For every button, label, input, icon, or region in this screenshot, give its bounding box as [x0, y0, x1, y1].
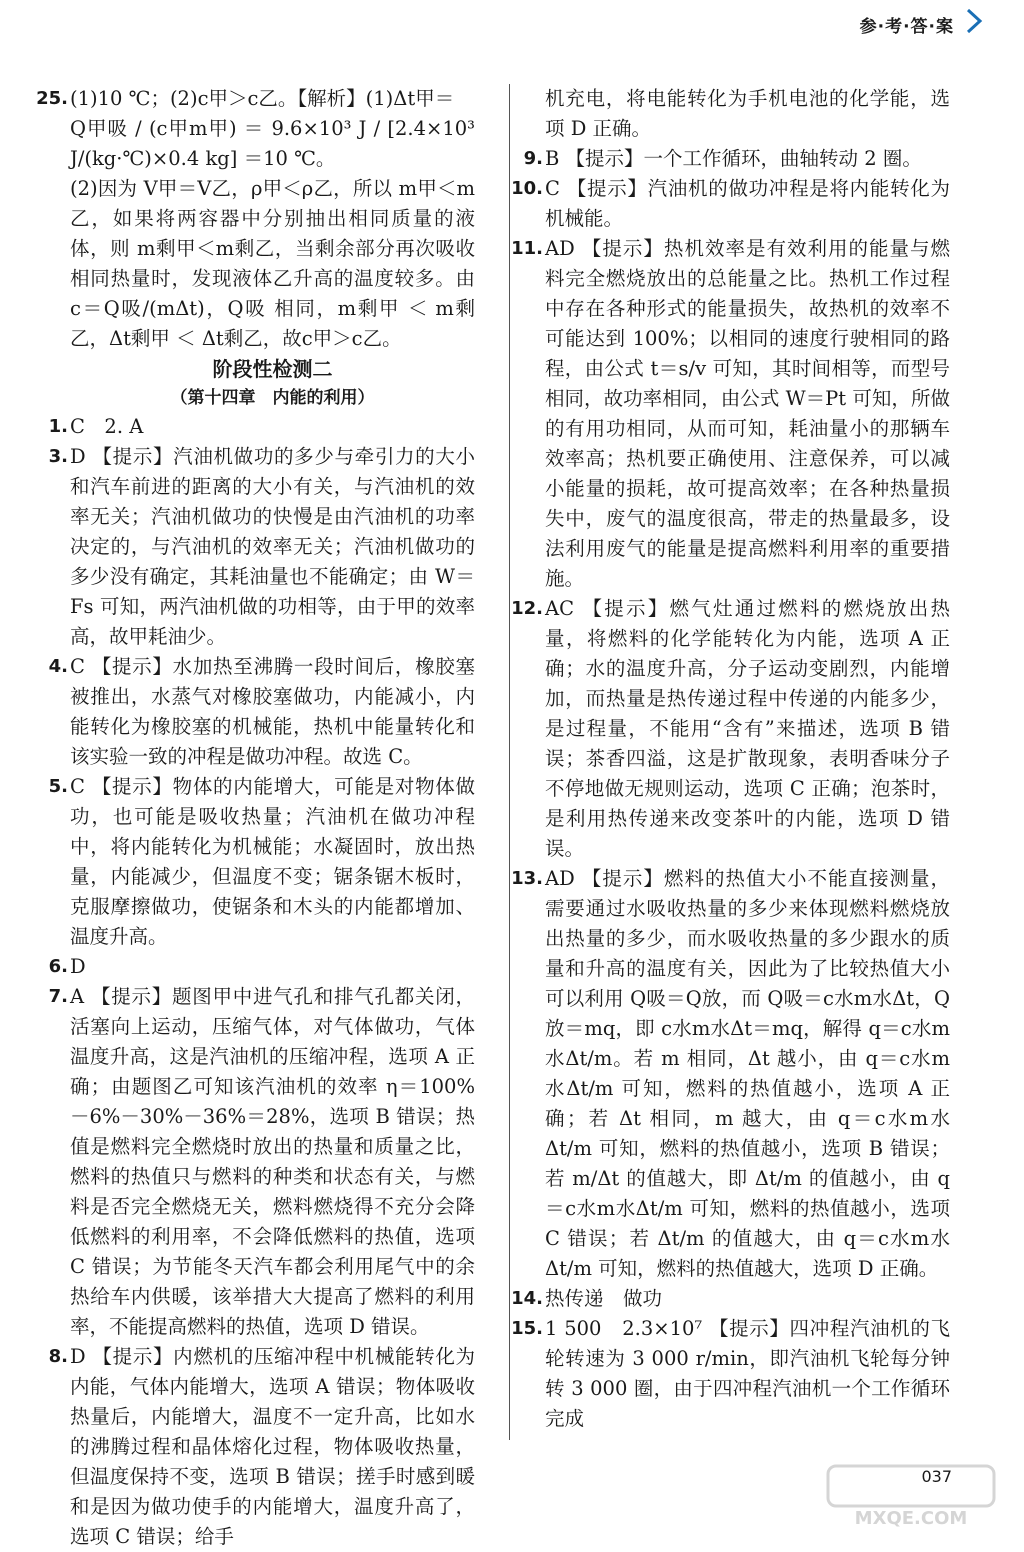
answer-14: [511, 1284, 950, 1314]
answer-12: [511, 594, 950, 864]
page-number: 037: [921, 1467, 952, 1486]
answer-text: C 【提示】物体的内能增大，可能是对物体做功，也可能是吸收热量；汽油机在做功冲程中，将内能转化为机械能；水凝固时，放出热量，内能减少，但温度不变；锯条锯木板时，克服摩擦做功，使锯条和木头的内能都增加、温度升高。: [70, 775, 475, 948]
answer-number: 13.: [511, 868, 543, 889]
answer-number: 11.: [511, 238, 543, 259]
answer-number: 1.: [48, 416, 68, 437]
answer-text: (2)因为 V甲＝V乙，ρ甲＜ρ乙，所以 m甲＜m乙，如果将两容器中分别抽出相同质量的液体，则 m剩甲＜m剩乙，当剩余部分再次吸收相同热量时，发现液体乙升高的温度较多。由 c＝Q吸/(mΔt)，Q吸 相同，m剩甲 ＜ m剩乙，Δt剩甲 ＜ Δt剩乙，故c甲＞c乙。: [70, 177, 475, 350]
column-divider: [509, 84, 510, 1440]
answer-number: 25.: [36, 88, 68, 109]
answer-number: 5.: [48, 776, 68, 797]
answer-text: A 【提示】题图甲中进气孔和排气孔都关闭，活塞向上运动，压缩气体，对气体做功，气体温度升高，这是汽油机的压缩冲程，选项 A 正确；由题图乙可知该汽油机的效率 η＝100%－6%－30%－36%＝28%，选项 B 错误；热值是燃料完全燃烧时放出的热量和质量之比，燃料的热值只与燃料的种类和状态有关，与燃料是否完全燃烧无关，燃料燃烧得不充分会降低燃料的利用率，不会降低燃料的热值，选项 C 错误；为节能冬天汽车都会利用尾气中的余热给车内供暖，该举措大大提高了燃料的利用率，不能提高燃料的热值，选项 D 错误。: [70, 985, 475, 1338]
answer-number: 3.: [48, 446, 68, 467]
answer-number: 12.: [511, 598, 543, 619]
answer-text: AD 【提示】燃料的热值大小不能直接测量，需要通过水吸收热量的多少来体现燃料燃烧放出热量的多少，而水吸收热量的多少跟水的质量和升高的温度有关，因此为了比较热值大小可以利用 Q吸＝Q放，而 Q吸＝c水m水Δt，Q放＝mq，即 c水m水Δt＝mq，解得 q＝c水m水Δt/m。若 m 相同，Δt 越小，由 q＝c水m水Δt/m 可知，燃料的热值越小，选项 A 正确；若 Δt 相同，m 越大，由 q＝c水m水Δt/m 可知，燃料的热值越小，选项 B 错误；若 m/Δt 的值越大，即 Δt/m 的值越小，由 q＝c水m水Δt/m 可知，燃料的热值越小，选项 C 错误；若 Δt/m 的值越大，由 q＝c水m水Δt/m 可知，燃料的热值越大，选项 D 正确。: [545, 867, 950, 1280]
answer-15: [511, 1314, 950, 1434]
answer-number: 14.: [511, 1288, 543, 1309]
header-title: 参·考·答·案: [859, 17, 954, 37]
answer-line: (1)10 ℃；(2)c甲＞c乙。【解析】(1)Δt甲＝: [70, 87, 455, 110]
answer-text: 机充电，将电能转化为手机电池的化学能，选项 D 正确。: [545, 87, 950, 140]
answer-number: 8.: [48, 1346, 68, 1367]
answer-25: [36, 84, 475, 354]
left-column: [36, 84, 475, 1552]
answer-7: [48, 982, 475, 1342]
answer-text: C 2. A: [70, 415, 144, 438]
answer-3: [48, 442, 475, 652]
answer-text: C 【提示】水加热至沸腾一段时间后，橡胶塞被推出，水蒸气对橡胶塞做功，内能减小，内能转化为橡胶塞的机械能，热机中能量转化和该实验一致的冲程是做功冲程。故选 C。: [70, 655, 475, 768]
answer-number: 7.: [48, 986, 68, 1007]
section-title: 阶段性检测二: [212, 357, 333, 381]
answer-1-2: [48, 412, 475, 442]
answer-11: [511, 234, 950, 594]
answer-text: AD 【提示】热机效率是有效利用的能量与燃料完全燃烧放出的总能量之比。热机工作过程中存在各种形式的能量损失，故热机的效率不可能达到 100%；以相同的速度行驶相同的路程，由公式 t＝s/v 可知，其时间相等，而型号相同，故功率相同，由公式 W＝Pt 可知，所做的有用功相同，从而可知，耗油量小的那辆车效率高；热机要正确使用、注意保养，可以减小能量的损耗，故可提高效率；在各种热量损失中，废气的温度很高，带走的热量最多，设法利用废气的能量是提高燃料利用率的重要措施。: [545, 237, 950, 590]
answer-9: [523, 144, 950, 174]
answer-text: C 【提示】汽油机的做功冲程是将内能转化为机械能。: [545, 177, 950, 230]
watermark-text: MXQE.COM: [854, 1508, 968, 1529]
answer-13: [511, 864, 950, 1284]
answer-text: D 【提示】汽油机做功的多少与牵引力的大小和汽车前进的距离的大小有关，与汽油机的效率无关；汽油机做功的快慢是由汽油机的功率决定的，与汽油机的效率无关；汽油机做功的多少没有确定，其耗油量也不能确定；由 W＝Fs 可知，两汽油机做的功相等，由于甲的效率高，故甲耗油少。: [70, 445, 475, 648]
answer-text: 热传递 做功: [545, 1287, 663, 1310]
answer-equation: Q甲吸 / (c甲m甲) ＝ 9.6×10³ J / [2.4×10³ J/(kg·℃)×0.4 kg] ＝10 ℃。: [70, 117, 475, 170]
answer-number: 6.: [48, 956, 68, 977]
answer-number: 10.: [511, 178, 543, 199]
answer-4: [48, 652, 475, 772]
answer-6: [48, 952, 475, 982]
answer-8: [48, 1342, 475, 1552]
watermark-logo: [826, 1464, 996, 1530]
answer-text: B 【提示】一个工作循环，曲轴转动 2 圈。: [545, 147, 922, 170]
answer-5: [48, 772, 475, 952]
answer-text: AC 【提示】燃气灶通过燃料的燃烧放出热量，将燃料的化学能转化为内能，选项 A 正确；水的温度升高，分子运动变剧烈，内能增加，而热量是热传递过程中传递的内能多少，是过程量，不能用“含有”来描述，选项 B 错误；茶香四溢，这是扩散现象，表明香味分子不停地做无规则运动，选项 C 正确；泡茶时，是利用热传递来改变茶叶的内能，选项 D 错误。: [545, 597, 950, 860]
answer-number: 15.: [511, 1318, 543, 1339]
right-column: [511, 84, 950, 1434]
answer-text: D 【提示】内燃机的压缩冲程中机械能转化为内能，气体内能增大，选项 A 错误；物体吸收热量后，内能增大，温度不一定升高，比如水的沸腾过程和晶体熔化过程，物体吸收热量，但温度保持不变，选项 B 错误；搓手时感到暖和是因为做功使手的内能增大，温度升高了，选项 C 错误；给手: [70, 1345, 475, 1548]
answer-text: D: [70, 955, 86, 978]
chevron-right-icon: [964, 6, 984, 36]
answer-8-continued: [545, 84, 950, 144]
answer-number: 9.: [523, 148, 543, 169]
answer-10: [511, 174, 950, 234]
answer-text: 1 500 2.3×10⁷ 【提示】四冲程汽油机的飞轮转速为 3 000 r/min，即汽油机飞轮每分钟转 3 000 圈，由于四冲程汽油机一个工作循环完成: [545, 1317, 950, 1430]
answer-number: 4.: [48, 656, 68, 677]
section-subtitle: （第十四章 内能的利用）: [170, 388, 375, 408]
